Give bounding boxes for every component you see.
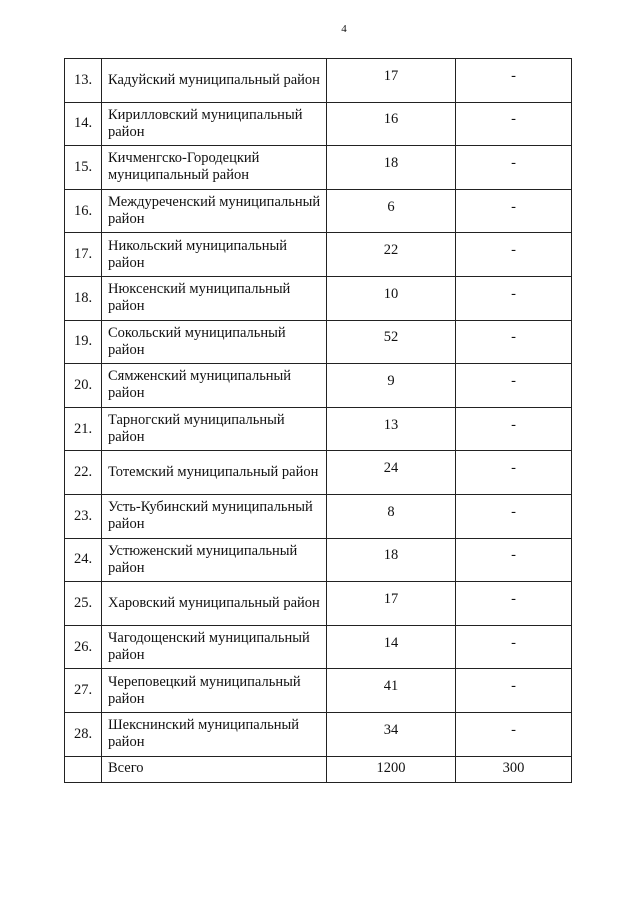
district-count: 14 — [383, 634, 399, 651]
district-count: 24 — [383, 460, 399, 477]
district-extra-cell — [456, 669, 572, 713]
total-extra: 300 — [502, 759, 525, 776]
district-count: 18 — [383, 154, 399, 171]
table-row — [65, 320, 572, 364]
district-count: 52 — [383, 329, 399, 346]
district-extra-cell — [456, 407, 572, 451]
table-row — [65, 451, 572, 495]
district-name: Кирилловский муниципальный район — [102, 102, 327, 146]
district-extra: - — [511, 460, 516, 477]
row-number: 24. — [65, 538, 102, 582]
table-row — [65, 276, 572, 320]
district-extra-cell — [456, 59, 572, 103]
district-count-cell — [327, 364, 456, 408]
table-row — [65, 233, 572, 277]
district-extra: - — [511, 111, 516, 128]
district-table — [64, 58, 572, 783]
district-count: 41 — [383, 678, 399, 695]
district-count-cell — [327, 102, 456, 146]
table-row — [65, 538, 572, 582]
district-name: Тотемский муниципальный район — [102, 451, 327, 495]
district-count-cell — [327, 712, 456, 756]
table-row — [65, 494, 572, 538]
table-row — [65, 625, 572, 669]
district-count: 17 — [383, 590, 399, 607]
total-row — [65, 756, 572, 782]
district-count-cell — [327, 59, 456, 103]
district-count-cell — [327, 189, 456, 233]
district-name: Никольский муниципальный район — [102, 233, 327, 277]
district-extra-cell — [456, 712, 572, 756]
row-number: 15. — [65, 146, 102, 190]
district-count: 8 — [387, 503, 395, 520]
district-count: 13 — [383, 416, 399, 433]
total-count-cell — [327, 756, 456, 782]
district-extra-cell — [456, 494, 572, 538]
district-count-cell — [327, 320, 456, 364]
district-extra: - — [511, 678, 516, 695]
district-extra-cell — [456, 625, 572, 669]
district-name: Сокольский муниципальный район — [102, 320, 327, 364]
district-count-cell — [327, 494, 456, 538]
district-count: 17 — [383, 67, 399, 84]
row-number: 18. — [65, 276, 102, 320]
district-extra: - — [511, 67, 516, 84]
row-number: 28. — [65, 712, 102, 756]
district-extra: - — [511, 590, 516, 607]
district-count: 22 — [383, 242, 399, 259]
district-name: Череповецкий муниципальный район — [102, 669, 327, 713]
table-row — [65, 582, 572, 626]
row-number: 23. — [65, 494, 102, 538]
district-extra-cell — [456, 364, 572, 408]
table-row — [65, 146, 572, 190]
page-number: 4 — [341, 23, 347, 35]
district-extra: - — [511, 721, 516, 738]
district-extra-cell — [456, 451, 572, 495]
table-row — [65, 669, 572, 713]
district-count-cell — [327, 146, 456, 190]
district-count: 6 — [387, 198, 395, 215]
district-extra: - — [511, 198, 516, 215]
row-number: 25. — [65, 582, 102, 626]
row-number: 21. — [65, 407, 102, 451]
district-extra: - — [511, 372, 516, 389]
row-number: 27. — [65, 669, 102, 713]
district-extra: - — [511, 503, 516, 520]
table-body — [65, 59, 572, 783]
district-extra-cell — [456, 146, 572, 190]
row-number: 26. — [65, 625, 102, 669]
district-count-cell — [327, 538, 456, 582]
district-name: Чагодощенский муниципальный район — [102, 625, 327, 669]
row-number: 16. — [65, 189, 102, 233]
district-count-cell — [327, 669, 456, 713]
district-count: 34 — [383, 721, 399, 738]
table-row — [65, 407, 572, 451]
district-count: 18 — [383, 547, 399, 564]
row-number: 14. — [65, 102, 102, 146]
row-number: 19. — [65, 320, 102, 364]
district-name: Устюженский муниципальный район — [102, 538, 327, 582]
table-row — [65, 712, 572, 756]
table-row — [65, 364, 572, 408]
row-number: 17. — [65, 233, 102, 277]
district-count: 10 — [383, 285, 399, 302]
district-extra: - — [511, 285, 516, 302]
district-extra: - — [511, 547, 516, 564]
district-name: Кичменгско-Городецкий муниципальный район — [102, 146, 327, 190]
total-num-cell — [65, 756, 102, 782]
district-extra-cell — [456, 189, 572, 233]
district-count-cell — [327, 276, 456, 320]
district-extra-cell — [456, 320, 572, 364]
table-row — [65, 59, 572, 103]
row-number: 22. — [65, 451, 102, 495]
district-name: Междуреченский муниципальный район — [102, 189, 327, 233]
table-row — [65, 102, 572, 146]
district-extra: - — [511, 329, 516, 346]
district-name: Тарногский муниципальный район — [102, 407, 327, 451]
district-name: Харовский муниципальный район — [102, 582, 327, 626]
district-extra: - — [511, 634, 516, 651]
district-name: Усть-Кубинский муниципальный район — [102, 494, 327, 538]
district-name: Сямженский муниципальный район — [102, 364, 327, 408]
district-name: Кадуйский муниципальный район — [102, 59, 327, 103]
row-number: 20. — [65, 364, 102, 408]
district-extra-cell — [456, 276, 572, 320]
district-count-cell — [327, 451, 456, 495]
total-count: 1200 — [376, 759, 406, 776]
district-extra: - — [511, 416, 516, 433]
district-count-cell — [327, 407, 456, 451]
district-name: Нюксенский муниципальный район — [102, 276, 327, 320]
total-extra-cell — [456, 756, 572, 782]
district-count: 16 — [383, 111, 399, 128]
district-extra-cell — [456, 582, 572, 626]
district-extra-cell — [456, 538, 572, 582]
row-number: 13. — [65, 59, 102, 103]
district-extra-cell — [456, 233, 572, 277]
district-extra: - — [511, 242, 516, 259]
district-name: Шекснинский муниципальный район — [102, 712, 327, 756]
district-count-cell — [327, 625, 456, 669]
district-count-cell — [327, 582, 456, 626]
total-label: Всего — [102, 756, 327, 782]
table-row — [65, 189, 572, 233]
district-extra-cell — [456, 102, 572, 146]
district-count-cell — [327, 233, 456, 277]
district-count: 9 — [387, 372, 395, 389]
district-extra: - — [511, 154, 516, 171]
